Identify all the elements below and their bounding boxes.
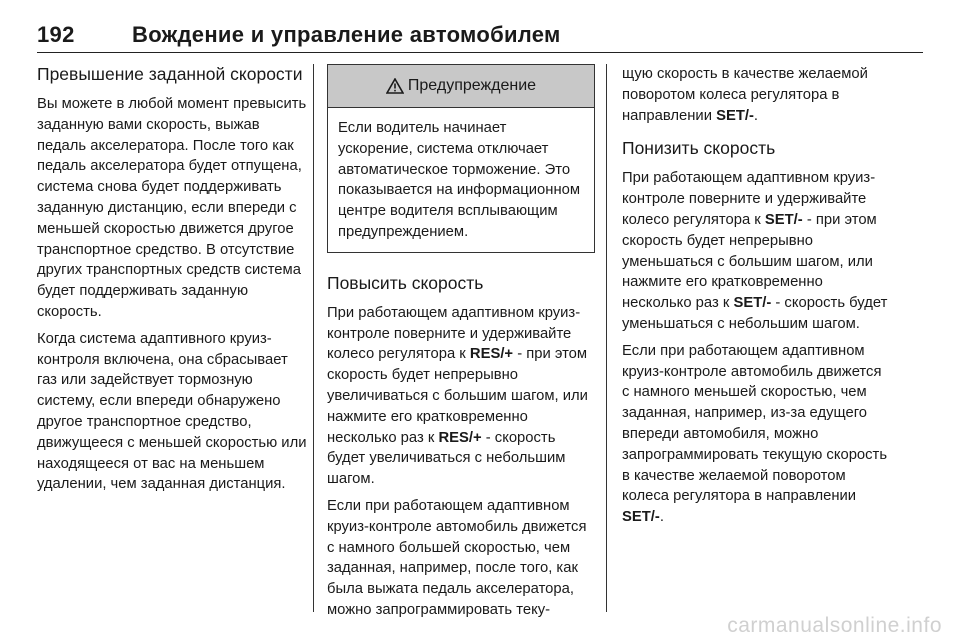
paragraph (622, 341, 892, 528)
text-run: щую скорость в качестве желаемой поворотом колеса регулятора в направлении (622, 66, 868, 124)
text-run: . (659, 509, 664, 526)
text-run: Если при работающем адаптивном круиз-контроле автомобиль движется с намного меньшей скоростью, чем заданная, например, из-за едущего впереди автомобиля, можно запрограммировать текущую скорость в качестве желаемой поворотом колеса регулятора в направлении (622, 342, 888, 505)
warning-title: Предупреждение (407, 76, 537, 94)
section-heading-exceed-speed: Превышение заданной скорости (37, 64, 303, 84)
control-label: RES/+ (438, 429, 482, 446)
text-run: При работающем адаптивном круиз-контроле поверните и удерживайте колесо регулятора к (327, 304, 581, 363)
control-label: SET/- (716, 107, 754, 124)
text-run: - скорость будет уменьшаться с небольшим шагом. (622, 295, 888, 332)
text-run: При работающем адаптивном круиз-контроле поверните и удерживайте колесо регулятора к (622, 170, 876, 228)
paragraph (327, 303, 595, 490)
paragraph: Если при работающем адаптивном круиз-контроле автомобиль движется с намного большей скоростью, чем заданная, например, после того, как была выжата педаль акселератора, можно запрограммировать теку- (327, 497, 587, 618)
warning-text: Если водитель начинает ускорение, система отключает автоматическое торможение. Это показывается на информационном центре водителя всплывающим предупреждением. (338, 120, 581, 240)
section-heading-decrease-speed: Понизить скорость (622, 138, 776, 159)
warning-body (328, 108, 594, 252)
text-run: . (753, 107, 759, 124)
warning-box (327, 64, 595, 253)
control-label: SET/- (622, 509, 660, 526)
paragraph (622, 168, 892, 334)
column-3 (622, 64, 892, 534)
column-divider (606, 64, 607, 612)
column-divider (313, 64, 314, 612)
page-number: 192 (37, 22, 75, 47)
text-run: - при этом скорость будет непрерывно увеличиваться с большим шагом, или нажмите его кратковременно несколько раз к (327, 346, 588, 446)
paragraph: Вы можете в любой момент превысить заданную вами скорость, выжав педаль акселератора. После того как педаль акселератора будет отпущена, система снова будет поддерживать заданную дистанцию, если впереди с меньшей скоростью движется другое транспортное средство. В отсутствие других транспортных средств система будет поддерживать заданную скорость. (37, 96, 307, 320)
text-run: - при этом скорость будет непрерывно уменьшаться с большим шагом, или нажмите его кратковременно несколько раз к (622, 211, 877, 312)
warning-header (328, 65, 594, 108)
section-heading-increase-speed: Повысить скорость (327, 272, 484, 293)
control-label: SET/- (733, 295, 772, 312)
warning-triangle-icon (386, 78, 404, 94)
paragraph (622, 64, 892, 126)
page-title: Вождение и управление автомобилем (132, 22, 561, 47)
column-1 (37, 64, 309, 501)
control-label: SET/- (764, 211, 803, 228)
control-label: RES/+ (469, 346, 514, 363)
paragraph: Когда система адаптивного круиз-контроля включена, она сбрасывает газ или задействует тормозную систему, если впереди обнаружено другое транспортное средство, движущееся с меньшей скоростью или находящееся от вас на меньшем удалении, чем заданная дистанция. (37, 330, 307, 493)
page-header (37, 22, 923, 53)
column-2 (327, 64, 595, 627)
text-run: - скорость будет увеличиваться с небольшим шагом. (327, 429, 566, 488)
watermark: carmanualsonline.info (727, 614, 942, 637)
